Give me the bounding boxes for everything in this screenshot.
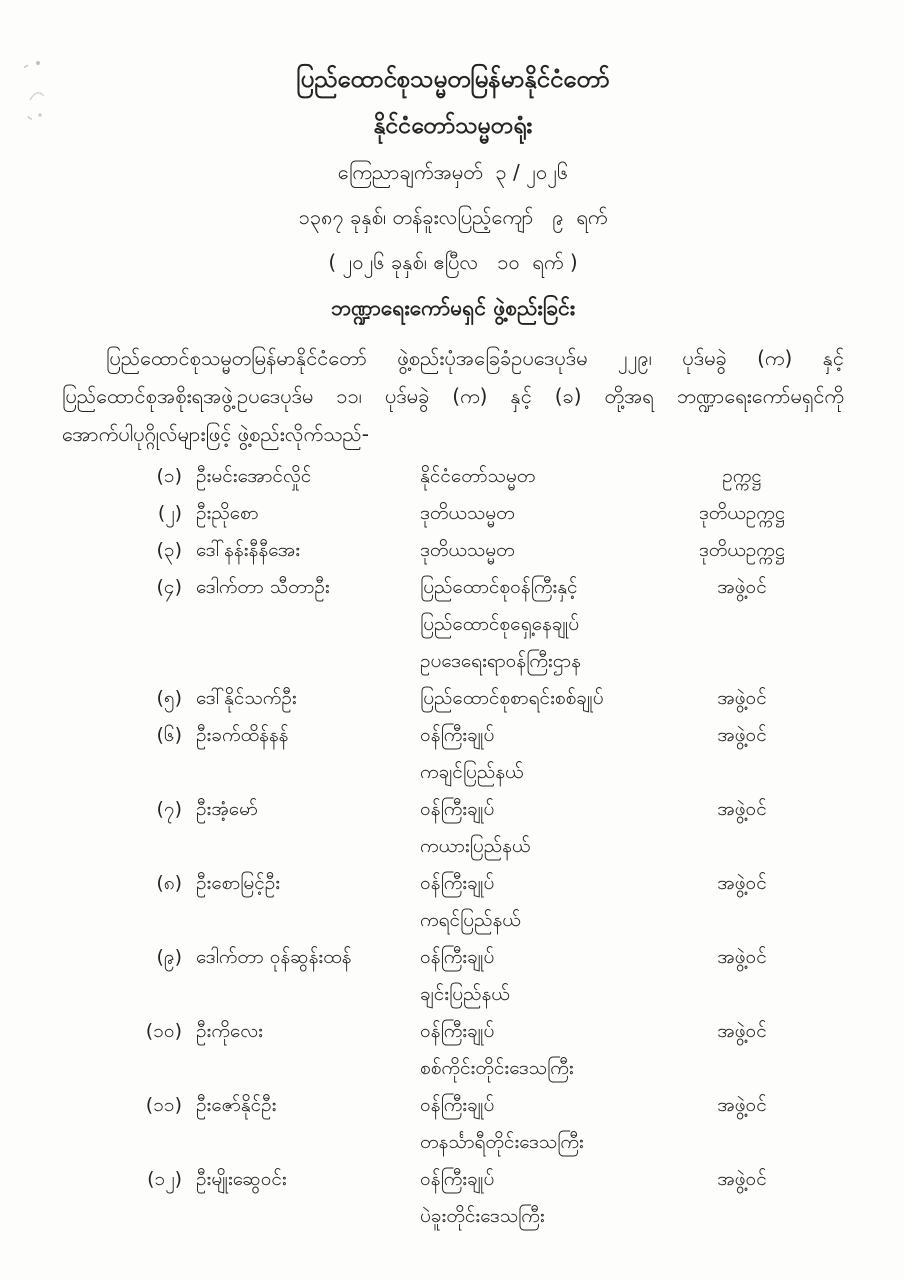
member-position <box>420 532 650 569</box>
member-row <box>62 1087 844 1161</box>
member-name: ဦးအံ့မော် <box>196 798 258 820</box>
position-line: ပြည်ထောင်စုဝန်ကြီးနှင့် <box>420 576 578 598</box>
member-number: (၂) <box>157 502 182 524</box>
position-line: ဝန်ကြီးချုပ် <box>420 724 495 746</box>
member-name: ဒေါက်တာ ဝုန်ဆွန်းထန် <box>196 946 352 968</box>
member-position <box>420 1161 650 1235</box>
member-name: ဦးညိုစော <box>196 502 259 524</box>
member-role: အဖွဲ့ဝင် <box>717 946 767 968</box>
position-line: ပဲခူးတိုင်းဒေသကြီး <box>420 1205 545 1227</box>
member-row <box>62 680 844 717</box>
member-position <box>420 717 650 791</box>
intro-paragraph <box>62 339 844 453</box>
position-line: ဝန်ကြီးချုပ် <box>420 798 495 820</box>
myanmar-date: ၁၃၈၇ ခုနှစ်၊ တန်ခူးလပြည့်ကျော် ၉ ရက် <box>298 205 608 229</box>
position-line: ကရင်ပြည်နယ် <box>420 909 521 931</box>
member-number: (၁၀) <box>145 1020 182 1042</box>
gregorian-date: ( ၂၀၂၆ ခုနှစ်၊ ဧပြီလ ၁၀ ရက် ) <box>328 250 578 274</box>
member-name: ဦးဇော်နိုင်ဦး <box>196 1094 277 1116</box>
member-row <box>62 939 844 1013</box>
member-role: အဖွဲ့ဝင် <box>717 872 767 894</box>
subject-title: ဘဏ္ဍာရေးကော်မရှင် ဖွဲ့စည်းခြင်း <box>330 296 576 320</box>
member-role: အဖွဲ့ဝင် <box>717 798 767 820</box>
member-number: (၁၂) <box>147 1168 182 1190</box>
member-number: (၇) <box>156 798 182 820</box>
member-role: အဖွဲ့ဝင် <box>717 724 767 746</box>
office-title: နိုင်ငံတော်သမ္မတရုံး <box>373 113 533 139</box>
paragraph-line: ပြည်ထောင်စုသမ္မတမြန်မာနိုင်ငံတော် ဖွဲ့စည်းပုံအခြေခံဥပဒေပုဒ်မ ၂၂၉၊ ပုဒ်မခွဲ (က) နှင့် <box>106 346 844 370</box>
member-name: ဒေါ်နိုင်သက်ဦး <box>196 687 297 709</box>
position-line: ဝန်ကြီးချုပ် <box>420 1094 495 1116</box>
member-row <box>62 569 844 680</box>
member-name: ဒေါက်တာ သီတာဦး <box>196 576 330 598</box>
member-role: အဖွဲ့ဝင် <box>717 1094 767 1116</box>
member-position <box>420 569 650 680</box>
member-position <box>420 791 650 865</box>
member-position <box>420 458 650 495</box>
member-row <box>62 791 844 865</box>
position-line: ပြည်ထောင်စုစာရင်းစစ်ချုပ် <box>420 687 604 709</box>
member-number: (၅) <box>156 687 182 709</box>
member-row <box>62 1013 844 1087</box>
position-line: ချင်းပြည်နယ် <box>420 983 510 1005</box>
member-role: အဖွဲ့ဝင် <box>717 576 767 598</box>
position-line: ဝန်ကြီးချုပ် <box>420 1020 495 1042</box>
member-number: (၉) <box>156 946 182 968</box>
member-position <box>420 1013 650 1087</box>
member-role: ဥက္ကဋ္ဌ <box>722 465 762 487</box>
member-name: ဦးမင်းအောင်လှိုင် <box>196 465 312 487</box>
member-number: (၈) <box>156 872 182 894</box>
member-row <box>62 717 844 791</box>
member-role: ဒုတိယဥက္ကဋ္ဌ <box>698 539 786 561</box>
position-line: စစ်ကိုင်းတိုင်းဒေသကြီး <box>420 1057 574 1079</box>
member-position <box>420 865 650 939</box>
member-role: ဒုတိယဥက္ကဋ္ဌ <box>698 502 786 524</box>
position-line: ပြည်ထောင်စုရှေ့နေချုပ် <box>420 613 580 635</box>
position-line: ဝန်ကြီးချုပ် <box>420 872 495 894</box>
position-line: တနင်္သာရီတိုင်းဒေသကြီး <box>420 1131 584 1153</box>
members-list <box>62 458 844 1235</box>
member-name: ဦးခက်ထိန်နန် <box>196 724 289 746</box>
paragraph-line: ပြည်ထောင်စုအစိုးရအဖွဲ့ဥပဒေပုဒ်မ ၁၁၊ ပုဒ်မခွဲ (က) နှင့် (ခ) တို့အရ ဘဏ္ဍာရေးကော်မရှင်ကို <box>62 384 844 408</box>
member-number: (၃) <box>156 539 182 561</box>
member-name: ဒေါ်နန်းနီနီအေး <box>196 539 301 561</box>
member-row <box>62 458 844 495</box>
member-role: အဖွဲ့ဝင် <box>717 1020 767 1042</box>
position-line: ဒုတိယသမ္မတ <box>420 539 515 561</box>
member-name: ဦးမျိုးဆွေဝင်း <box>196 1168 287 1190</box>
member-row <box>62 532 844 569</box>
member-row <box>62 495 844 532</box>
member-number: (၁၁) <box>145 1094 182 1116</box>
position-line: ဝန်ကြီးချုပ် <box>420 1168 495 1190</box>
announcement-number: ကြေညာချက်အမှတ် ၃ / ၂၀၂၆ <box>337 160 569 184</box>
position-line: ကယားပြည်နယ် <box>420 835 531 857</box>
member-position <box>420 680 650 717</box>
paragraph-line: အောက်ပါပုဂ္ဂိုလ်များဖြင့် ဖွဲ့စည်းလိုက်သည်- <box>62 422 369 446</box>
member-number: (၄) <box>156 576 182 598</box>
member-row <box>62 1161 844 1235</box>
member-name: ဦးစောမြင့်ဦး <box>196 872 281 894</box>
state-title: ပြည်ထောင်စုသမ္မတမြန်မာနိုင်ငံတော် <box>296 65 610 93</box>
member-position <box>420 939 650 1013</box>
member-role: အဖွဲ့ဝင် <box>717 687 767 709</box>
position-line: ဥပဒေရေးရာဝန်ကြီးဌာန <box>420 650 581 672</box>
member-row <box>62 865 844 939</box>
position-line: နိုင်ငံတော်သမ္မတ <box>420 465 536 487</box>
position-line: ဝန်ကြီးချုပ် <box>420 946 495 968</box>
position-line: ဒုတိယသမ္မတ <box>420 502 515 524</box>
position-line: ကချင်ပြည်နယ် <box>420 761 524 783</box>
member-name: ဦးကိုလေး <box>196 1020 263 1042</box>
member-role: အဖွဲ့ဝင် <box>717 1168 767 1190</box>
member-number: (၆) <box>156 724 182 746</box>
member-position <box>420 495 650 532</box>
member-position <box>420 1087 650 1161</box>
member-number: (၁) <box>156 465 182 487</box>
